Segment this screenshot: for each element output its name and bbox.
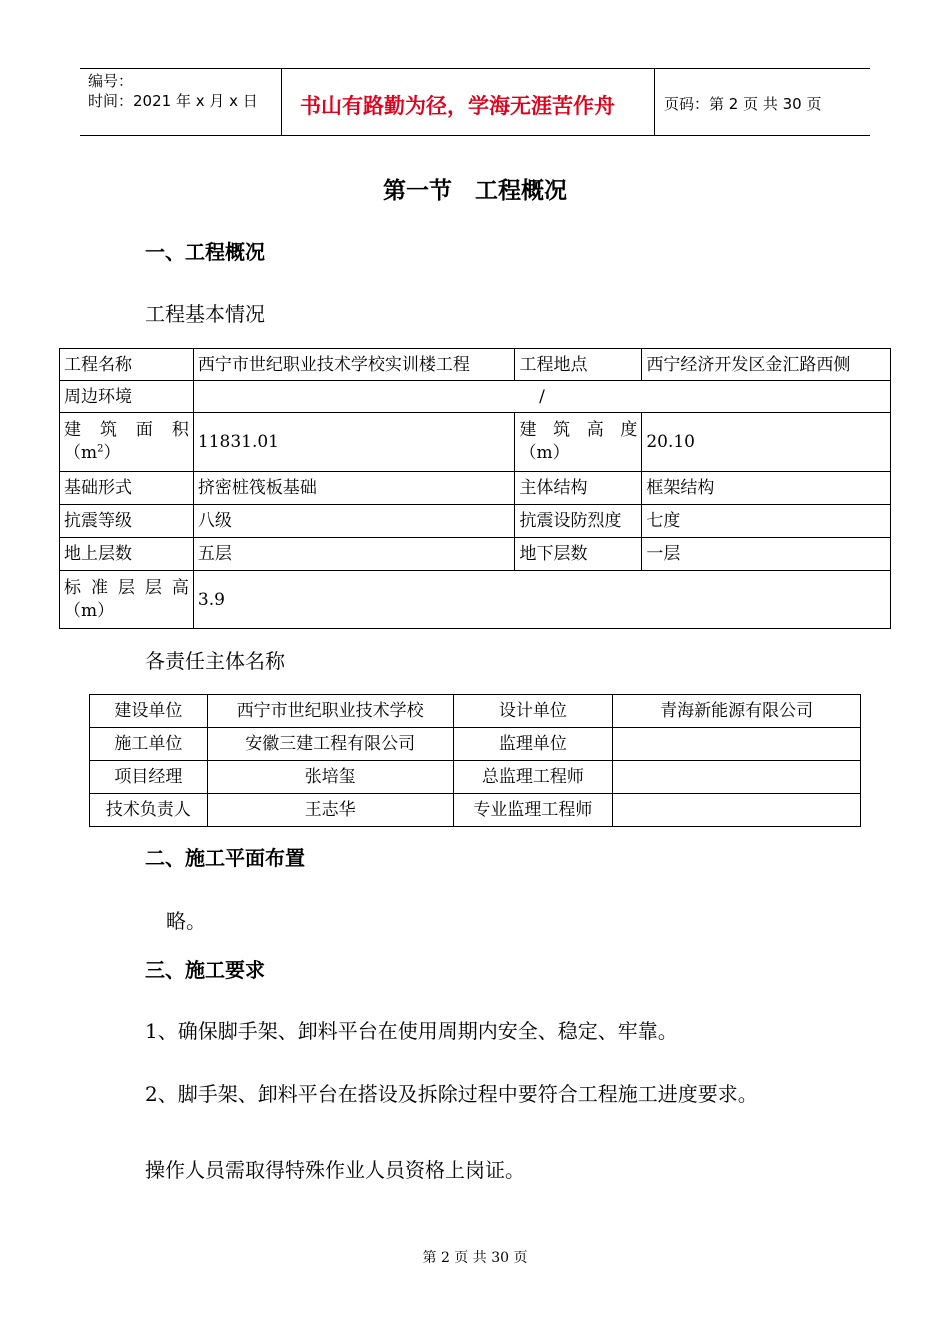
header-time-label: 时间：2021 年 x 月 x 日 (88, 92, 258, 110)
table-row (90, 695, 861, 728)
cell-label: 抗震等级 (60, 505, 194, 538)
cell-label: 总监理工程师 (453, 761, 613, 794)
cell-value: 11831.01 (193, 413, 515, 472)
cell-value (613, 794, 861, 827)
cell-value: 西宁市世纪职业技术学校实训楼工程 (193, 349, 515, 381)
area-unit (64, 442, 189, 465)
cell-value: 青海新能源有限公司 (613, 695, 861, 728)
project-info-table (59, 348, 891, 629)
cell-label: 工程地点 (515, 349, 642, 381)
page-footer: 第 2 页 共 30 页 (422, 1250, 528, 1266)
area-unit-open: （m (64, 443, 98, 463)
cell-label: 工程名称 (60, 349, 194, 381)
table-row (90, 794, 861, 827)
cell-value: 安徽三建工程有限公司 (207, 728, 453, 761)
page-title: 第一节 工程概况 (383, 178, 567, 204)
cell-value: 3.9 (193, 571, 890, 629)
cell-label: 基础形式 (60, 472, 194, 505)
table-row (60, 413, 891, 472)
table-row (60, 472, 891, 505)
cell-value: 一层 (642, 538, 891, 571)
table-row (60, 349, 891, 381)
responsibility-table (89, 694, 861, 827)
header-divider-right (654, 68, 655, 136)
cell-value: / (193, 381, 890, 413)
cell-label (60, 571, 194, 629)
height-unit: （m） (519, 443, 570, 463)
section1-subheading: 工程基本情况 (145, 302, 265, 326)
cell-value: 五层 (193, 538, 515, 571)
table-row (90, 761, 861, 794)
table-row (60, 571, 891, 629)
cell-label: 监理单位 (453, 728, 613, 761)
cell-label (60, 413, 194, 472)
cell-label (515, 413, 642, 472)
cell-value: 框架结构 (642, 472, 891, 505)
cell-value: 七度 (642, 505, 891, 538)
area-label: 建 筑 面 积 (64, 420, 189, 440)
header-bottom-rule (80, 135, 870, 136)
cell-value (613, 728, 861, 761)
section1-heading: 一、工程概况 (145, 240, 265, 264)
cell-value: 20.10 (642, 413, 891, 472)
cell-label: 地上层数 (60, 538, 194, 571)
cell-label: 项目经理 (90, 761, 208, 794)
floor-height-unit: （m） (64, 600, 115, 621)
header-page-label: 页码：第 2 页 共 30 页 (664, 95, 822, 113)
requirement-item: 操作人员需取得特殊作业人员资格上岗证。 (145, 1158, 525, 1182)
section2-heading: 二、施工平面布置 (145, 846, 305, 870)
cell-label: 周边环境 (60, 381, 194, 413)
cell-label: 主体结构 (515, 472, 642, 505)
cell-value (613, 761, 861, 794)
cell-label: 设计单位 (453, 695, 613, 728)
cell-value: 西宁经济开发区金汇路西侧 (642, 349, 891, 381)
header-motto: 书山有路勤为径，学海无涯苦作舟 (300, 94, 615, 118)
cell-label: 技术负责人 (90, 794, 208, 827)
cell-label: 抗震设防烈度 (515, 505, 642, 538)
cell-label: 专业监理工程师 (453, 794, 613, 827)
section1-subheading-2: 各责任主体名称 (145, 649, 285, 673)
requirement-item: 1、确保脚手架、卸料平台在使用周期内安全、稳定、牢靠。 (145, 1019, 678, 1043)
section3-heading: 三、施工要求 (145, 958, 265, 982)
cell-label: 地下层数 (515, 538, 642, 571)
area-unit-sup: 2 (97, 443, 104, 455)
floor-height-label: 标 准 层 层 高 (64, 577, 189, 598)
header-top-rule (80, 68, 870, 69)
area-unit-close: ） (103, 443, 121, 463)
cell-value: 八级 (193, 505, 515, 538)
cell-label: 建设单位 (90, 695, 208, 728)
height-label: 建 筑 高 度 (519, 420, 638, 440)
header-divider-left (281, 68, 282, 136)
table-row (60, 538, 891, 571)
table-row (90, 728, 861, 761)
header-number-label: 编号： (88, 72, 134, 90)
table-row (60, 381, 891, 413)
table-row (60, 505, 891, 538)
requirement-item: 2、脚手架、卸料平台在搭设及拆除过程中要符合工程施工进度要求。 (145, 1082, 758, 1106)
cell-value: 西宁市世纪职业技术学校 (207, 695, 453, 728)
cell-value: 张培玺 (207, 761, 453, 794)
section2-text: 略。 (166, 909, 206, 933)
cell-value: 王志华 (207, 794, 453, 827)
cell-label: 施工单位 (90, 728, 208, 761)
cell-value: 挤密桩筏板基础 (193, 472, 515, 505)
